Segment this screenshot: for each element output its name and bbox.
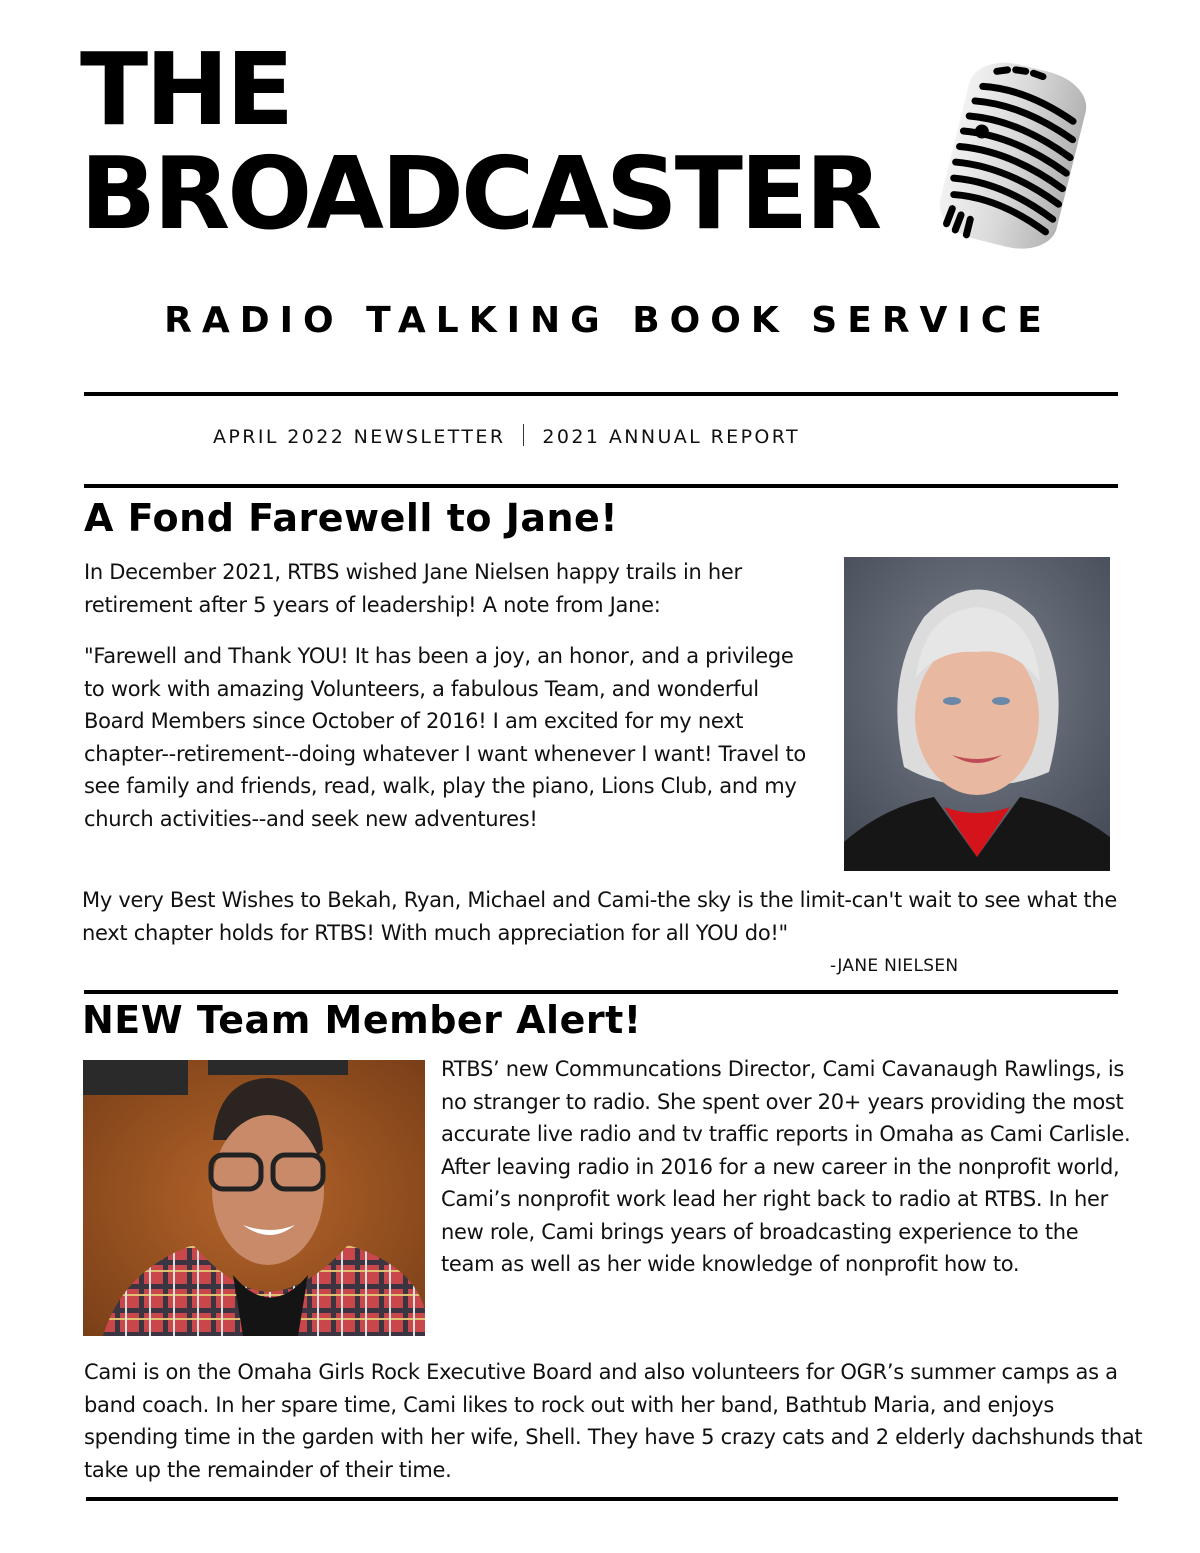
divider <box>84 990 1118 994</box>
divider <box>84 392 1118 396</box>
divider <box>86 1497 1118 1501</box>
issue-line <box>213 424 800 448</box>
divider <box>84 484 1118 488</box>
new-member-personal: Cami is on the Omaha Girls Rock Executive Board and also volunteers for OGR’s summer camps as a band coach. In her spare time, Cami likes to rock out with her band, Bathtub Maria, and enjoys spending time in the garden with her wife, Shell. They have 5 crazy cats and 2 elderly dachshunds that take up the remainder of their time. <box>84 1360 1143 1482</box>
farewell-quote: "Farewell and Thank YOU! It has been a joy, an honor, and a privilege to work with amazing Volunteers, a fabulous Team, and wonderful Board Members since October of 2016! I am excited for my next chapter--retirement--doing whatever I want whenever I want! Travel to see family and friends, read, walk, play the piano, Lions Club, and my church activities--and seek new adventures! <box>84 644 806 831</box>
newsletter-title <box>80 31 880 252</box>
title-line-1: THE <box>80 31 292 148</box>
title-line-2: BROADCASTER <box>80 135 880 252</box>
cami-rawlings-photo <box>83 1060 425 1336</box>
jane-nielsen-photo <box>844 557 1110 871</box>
microphone-icon <box>915 55 1105 255</box>
separator <box>523 424 524 446</box>
new-member-heading: NEW Team Member Alert! <box>82 998 642 1042</box>
farewell-intro: In December 2021, RTBS wished Jane Nielsen happy trails in her retirement after 5 years of leadership! A note from Jane: <box>84 560 742 617</box>
organization-name: RADIO TALKING BOOK SERVICE <box>164 300 1052 341</box>
farewell-closing: My very Best Wishes to Bekah, Ryan, Michael and Cami-the sky is the limit-can't wait to see what the next chapter holds for RTBS! With much appreciation for all YOU do!" <box>82 888 1117 945</box>
signature: -JANE NIELSEN <box>830 956 959 976</box>
farewell-heading: A Fond Farewell to Jane! <box>84 496 619 540</box>
new-member-bio: RTBS’ new Communcations Director, Cami Cavanaugh Rawlings, is no stranger to radio. She spent over 20+ years providing the most accurate live radio and tv traffic reports in Omaha as Cami Carlisle. After leaving radio in 2016 for a new career in the nonprofit world, Cami’s nonprofit work lead her right back to radio at RTBS. In her new role, Cami brings years of broadcasting experience to the team as well as her wide knowledge of nonprofit how to. <box>441 1057 1131 1276</box>
issue-newsletter: APRIL 2022 NEWSLETTER <box>213 426 506 448</box>
issue-report: 2021 ANNUAL REPORT <box>542 426 801 448</box>
